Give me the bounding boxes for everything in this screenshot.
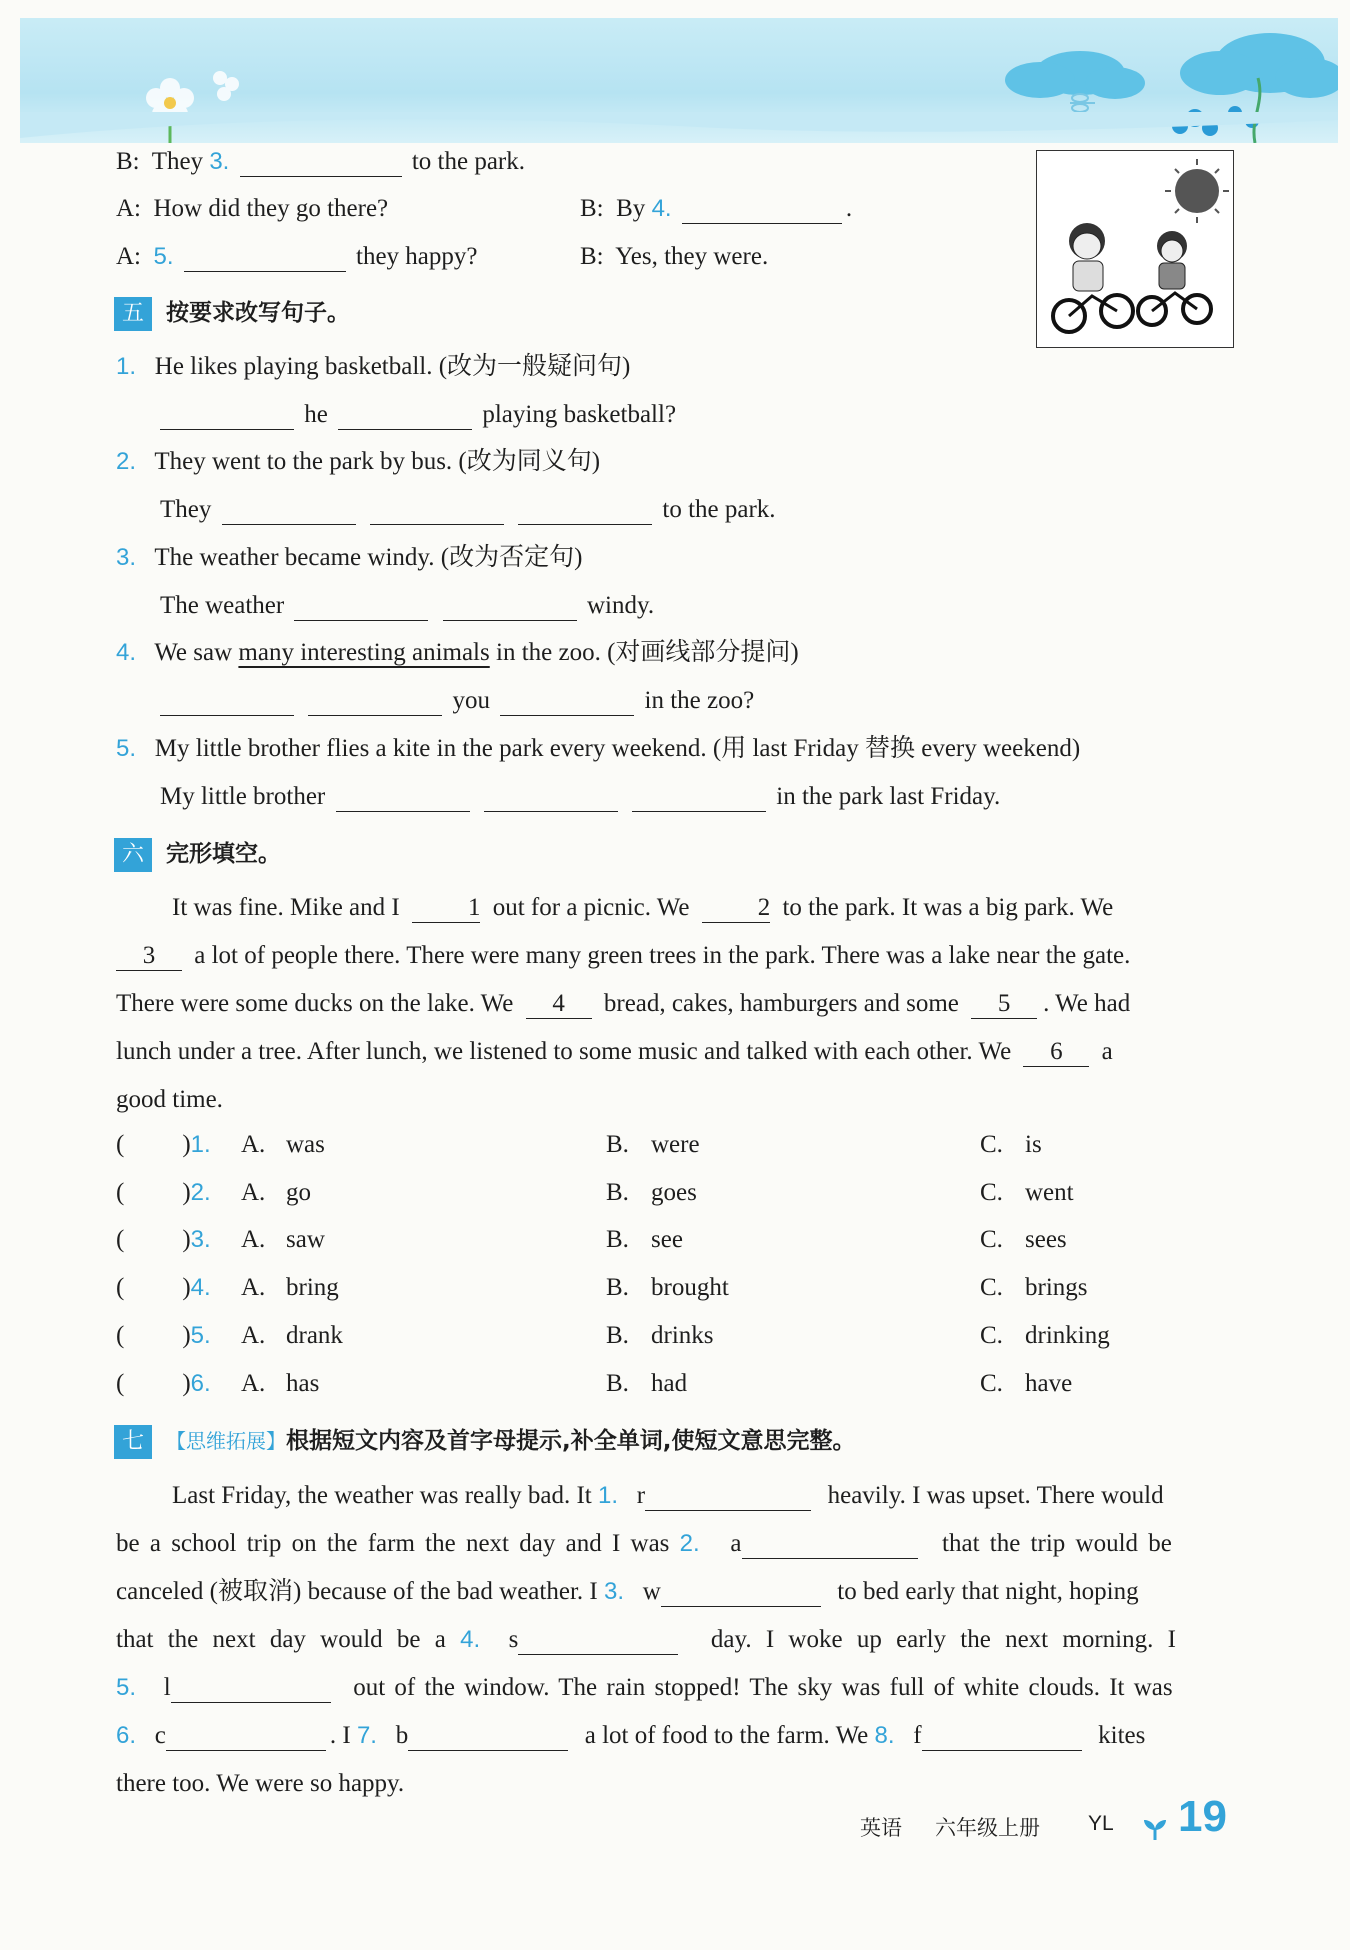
word-blank[interactable] (661, 1580, 821, 1607)
cloud-icon (1005, 33, 1338, 99)
answer-blank[interactable] (443, 594, 577, 621)
word-blank[interactable] (922, 1724, 1082, 1751)
page-number: 19 (1178, 1792, 1227, 1841)
option-b: drinks (651, 1321, 714, 1349)
option-b: goes (651, 1178, 697, 1206)
option-c: sees (1025, 1226, 1067, 1254)
answer-blank[interactable] (518, 498, 652, 525)
question-3: 3. The weather became windy. (改为否定句) (116, 544, 583, 571)
answer-blank[interactable] (484, 785, 618, 812)
option-c: went (1025, 1178, 1074, 1206)
section-title: 完形填空。 (166, 841, 281, 867)
answer-blank[interactable] (160, 689, 294, 716)
cloze-blank[interactable]: 2 (702, 894, 771, 923)
option-a: drank (286, 1321, 343, 1349)
dialogue-line-4a: A: How did they go there? (116, 195, 389, 222)
cloze-blank[interactable]: 3 (116, 942, 182, 971)
section-title: 根据短文内容及首字母提示,补全单词,使短文意思完整。 (286, 1428, 856, 1454)
option-row: ( )5. A. drank B. drinks C. drinking (116, 1321, 1110, 1349)
answer-line-5: My little brother in the park last Friday. (160, 783, 1001, 810)
answer-paren[interactable]: ( ) (116, 1321, 191, 1349)
option-b: were (651, 1131, 700, 1158)
answer-line-4: you in the zoo? (160, 686, 754, 716)
answer-paren[interactable]: ( ) (116, 1369, 191, 1397)
option-a: bring (286, 1274, 339, 1302)
dialogue-line-5b: B: Yes, they were. (580, 243, 769, 270)
answer-paren[interactable]: ( ) (116, 1274, 191, 1302)
option-a: was (286, 1131, 325, 1158)
cloze-blank[interactable]: 4 (526, 990, 592, 1019)
banner-wave (20, 112, 1338, 152)
section-6-header (114, 838, 281, 872)
footer-grade: 六年级上册 (935, 1816, 1040, 1840)
option-c: drinking (1025, 1321, 1110, 1349)
passage-line-4: that the next day would be a 4. s day. I woke up early the next morning. I (116, 1626, 1176, 1653)
flower-center-icon (164, 97, 176, 109)
dialogue-line-5a: A: 5. they happy? (116, 243, 478, 270)
section-title: 按要求改写句子。 (166, 300, 350, 326)
option-row: ( )2. A. go B. goes C. went (116, 1178, 1074, 1206)
option-b: brought (651, 1274, 729, 1302)
answer-blank[interactable] (632, 785, 766, 812)
answer-blank[interactable] (682, 197, 842, 224)
question-4: 4. We saw many interesting animals in the zoo. (对画线部分提问) (116, 639, 799, 666)
passage-line-1: Last Friday, the weather was really bad. It 1. r heavily. I was upset. There would (172, 1482, 1164, 1509)
sprout-icon (1142, 1818, 1168, 1842)
answer-blank[interactable] (338, 403, 472, 430)
option-b: see (651, 1226, 683, 1254)
cloze-blank[interactable]: 6 (1023, 1038, 1089, 1067)
cloze-blank[interactable]: 5 (971, 990, 1037, 1019)
answer-blank[interactable] (160, 403, 294, 430)
kids-riding-bikes-icon (1037, 151, 1233, 347)
option-a: saw (286, 1226, 325, 1254)
word-blank[interactable] (742, 1532, 918, 1559)
option-c: brings (1025, 1274, 1088, 1302)
answer-blank[interactable] (240, 150, 402, 177)
option-row: ( )3. A. saw B. see C. sees (116, 1226, 1067, 1254)
answer-line-3: The weather windy. (160, 592, 655, 619)
question-1: 1. He likes playing basketball. (改为一般疑问句) (116, 353, 631, 380)
answer-blank[interactable] (222, 498, 356, 525)
footer-subject: 英语 (860, 1816, 902, 1840)
section-badge: 五 (114, 297, 152, 331)
answer-blank[interactable] (308, 689, 442, 716)
option-a: go (286, 1178, 311, 1206)
underlined-phrase: many interesting animals (238, 639, 490, 666)
word-blank[interactable] (518, 1628, 678, 1655)
cloze-passage: It was fine. Mike and I 1 out for a picnic. We 2 to the park. It was a big park. We 3 a lot of people there. There were many green trees in the park. There was a lake near the gate. There were some ducks on the lake. We 4 bread, cakes, hamburgers and some 5 . We had lunch under a tree. After lunch, we listened to some music and talked with each other. We 6 a good time. (116, 894, 1131, 1113)
option-row: ( )6. A. has B. had C. have (116, 1369, 1073, 1397)
answer-blank[interactable] (184, 245, 346, 272)
question-2: 2. They went to the park by bus. (改为同义句) (116, 448, 601, 475)
answer-paren[interactable]: ( ) (116, 1178, 191, 1206)
word-blank[interactable] (645, 1484, 811, 1511)
question-5: 5. My little brother flies a kite in the park every weekend. (用 last Friday 替换 every weekend) (116, 735, 1081, 762)
answer-paren[interactable]: ( ) (116, 1131, 191, 1158)
bicycle-illustration (1036, 150, 1234, 348)
passage-line-7: there too. We were so happy. (116, 1770, 405, 1797)
section-badge: 七 (114, 1425, 152, 1459)
section-tag: 【思维拓展】 (166, 1429, 286, 1453)
option-b: had (651, 1369, 688, 1397)
section-5-header (114, 297, 350, 331)
answer-blank[interactable] (294, 594, 428, 621)
option-c: have (1025, 1369, 1073, 1397)
passage-line-3: canceled (被取消) because of the bad weather. I 3. w to bed early that night, hoping (116, 1578, 1139, 1605)
word-blank[interactable] (171, 1676, 331, 1703)
answer-paren[interactable]: ( ) (116, 1226, 191, 1254)
word-blank[interactable] (166, 1724, 326, 1751)
option-a: has (286, 1369, 320, 1397)
dialogue-line-4b: B: By 4. . (580, 195, 853, 222)
answer-line-1: he playing basketball? (160, 400, 676, 430)
answer-blank[interactable] (370, 498, 504, 525)
passage-line-2: be a school trip on the farm the next day and I was 2. a that the trip would be (116, 1530, 1172, 1557)
answer-blank[interactable] (336, 785, 470, 812)
option-row: ( )4. A. bring B. brought C. brings (116, 1274, 1088, 1302)
footer-edition: YL (1088, 1812, 1114, 1835)
option-row: ( )1. A. was B. were C. is (116, 1131, 1042, 1158)
option-c: is (1025, 1131, 1042, 1158)
cloze-blank[interactable]: 1 (412, 894, 481, 923)
answer-blank[interactable] (500, 689, 634, 716)
dialogue-line-3: B: They 3. to the park. (116, 148, 525, 175)
passage-line-6: 6. c . I 7. b a lot of food to the farm. We 8. f kites (116, 1722, 1146, 1749)
word-blank[interactable] (408, 1724, 568, 1751)
dragonfly-icon (1070, 94, 1095, 112)
answer-line-2: They to the park. (160, 496, 776, 523)
passage-line-5: 5. l out of the window. The rain stopped! The sky was full of white clouds. It was (116, 1674, 1173, 1701)
section-badge: 六 (114, 838, 152, 872)
section-7-header (114, 1425, 855, 1459)
